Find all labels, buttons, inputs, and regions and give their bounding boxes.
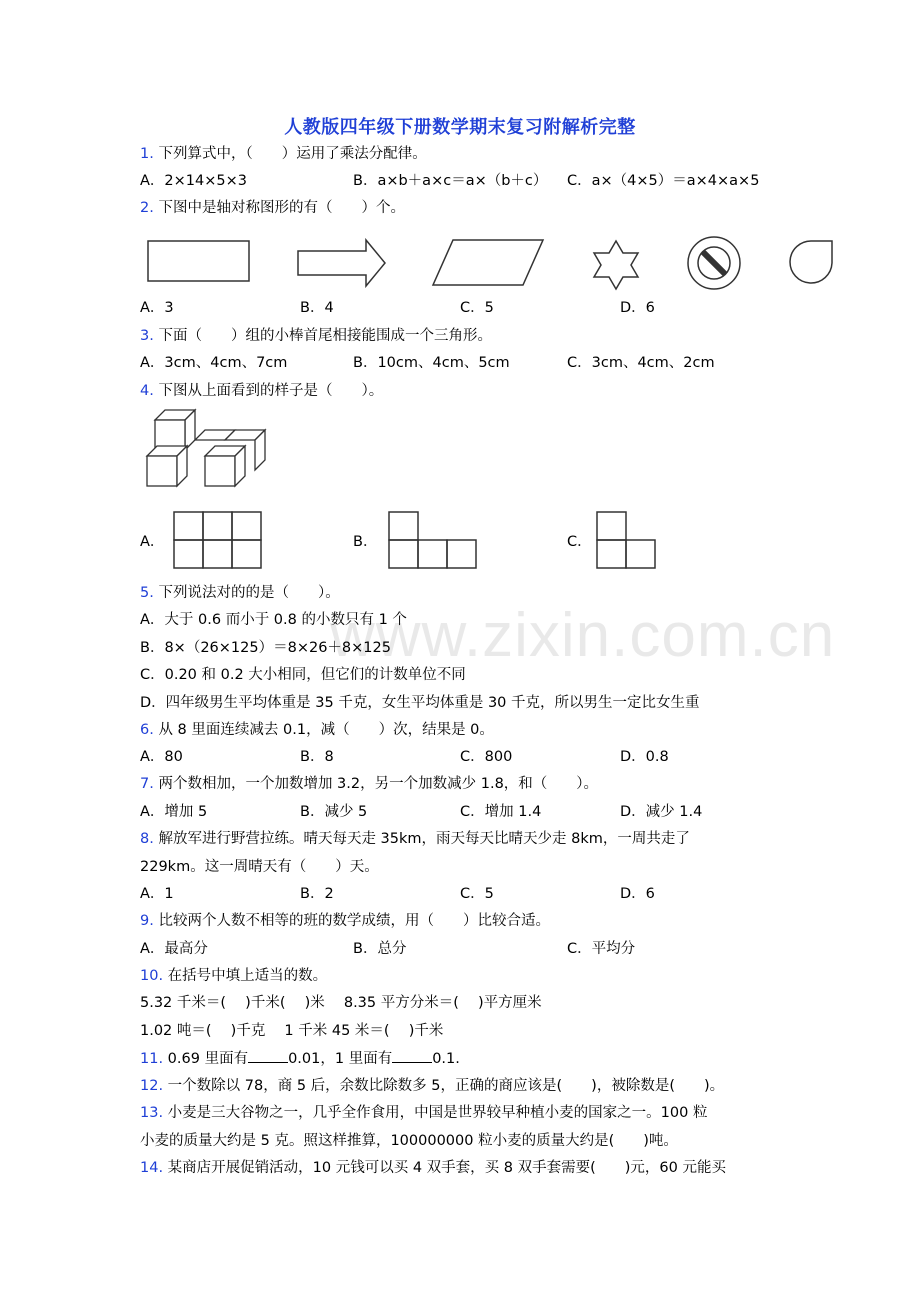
question-5 [140, 583, 340, 603]
question-text: 0.1. [432, 1051, 460, 1067]
question-number: 10. [140, 968, 164, 984]
question-text: 比较两个人数不相等的班的数学成绩，用（ ）比较合适。 [158, 913, 550, 929]
option-c-grid [595, 510, 659, 570]
question-number: 13. [140, 1105, 164, 1121]
option: A．2×14×5×3 [140, 173, 247, 189]
question-text: 小麦是三大谷物之一，几乎全作食用，中国是世界较早种植小麦的国家之一。100 粒 [167, 1105, 708, 1121]
question-number: 14. [140, 1160, 164, 1176]
question-text-continued: 229km。这一周晴天有（ ）天。 [140, 859, 379, 875]
option: C．平均分 [567, 941, 636, 957]
question-text: 0.69 里面有 [167, 1051, 249, 1067]
arrow-icon [298, 240, 385, 286]
question-number: 6. [140, 722, 154, 738]
shapes-figure [140, 235, 840, 295]
question-10 [140, 966, 327, 986]
question-text: 下图中是轴对称图形的有（ ）个。 [158, 200, 405, 216]
option: D．6 [620, 300, 655, 316]
question-text: 解放军进行野营拉练。晴天每天走 35km，雨天每天比晴天少走 8km，一周共走了 [158, 831, 690, 847]
question-text: 从 8 里面连续减去 0.1，减（ ）次，结果是 0。 [158, 722, 494, 738]
answer-blank[interactable] [248, 1048, 288, 1063]
question-8 [140, 829, 690, 849]
question-text: 下列算式中，（ ）运用了乘法分配律。 [158, 146, 427, 162]
question-number: 4. [140, 383, 154, 399]
option: A．1 [140, 886, 174, 902]
option: A． [140, 534, 165, 550]
answer-blank[interactable] [392, 1048, 432, 1063]
question-text: 下列说法对的的是（ ）。 [158, 585, 340, 601]
question-number: 9. [140, 913, 154, 929]
fill-in-line: 1.02 吨＝( )千克 1 千米 45 米＝( )千米 [140, 1023, 444, 1039]
option: A．3 [140, 300, 174, 316]
question-text: 下图从上面看到的样子是（ ）。 [158, 383, 384, 399]
drop-icon [790, 241, 832, 283]
option: A．大于 0.6 而小于 0.8 的小数只有 1 个 [140, 612, 407, 628]
question-number: 1. [140, 146, 154, 162]
option: D．0.8 [620, 749, 669, 765]
option: D．6 [620, 886, 655, 902]
option: D．减少 1.4 [620, 804, 703, 820]
question-text: 0.01，1 里面有 [288, 1051, 393, 1067]
question-number: 11. [140, 1051, 164, 1067]
question-13 [140, 1103, 707, 1123]
page-title: 人教版四年级下册数学期末复习附解析完整 [284, 117, 636, 138]
rectangle-icon [148, 241, 249, 281]
option: A．3cm、4cm、7cm [140, 355, 288, 371]
no-sign-icon [688, 237, 740, 289]
option: B．总分 [353, 941, 407, 957]
question-text-continued: 小麦的质量大约是 5 克。照这样推算，100000000 粒小麦的质量大约是( )吨。 [140, 1133, 678, 1149]
option: C． [567, 534, 592, 550]
question-3 [140, 326, 492, 346]
option: C．3cm、4cm、2cm [567, 355, 715, 371]
option: B．2 [300, 886, 334, 902]
option: A．最高分 [140, 941, 208, 957]
watermark: www.zixin.com.cn [330, 601, 836, 670]
option: B．8×（26×125）＝8×26＋8×125 [140, 640, 391, 656]
question-9 [140, 911, 550, 931]
question-2 [140, 198, 405, 218]
option: D．四年级男生平均体重是 35 千克，女生平均体重是 30 千克，所以男生一定比女生重 [140, 695, 700, 711]
question-text: 一个数除以 78，商 5 后，余数比除数多 5，正确的商应该是( )，被除数是( )。 [167, 1078, 725, 1094]
option: C．增加 1.4 [460, 804, 542, 820]
question-14 [140, 1158, 726, 1178]
question-number: 12. [140, 1078, 164, 1094]
option: C．800 [460, 749, 513, 765]
option: C．5 [460, 300, 494, 316]
question-text: 某商店开展促销活动，10 元钱可以买 4 双手套，买 8 双手套需要( )元，60 元能买 [167, 1160, 726, 1176]
question-text: 下面（ ）组的小棒首尾相接能围成一个三角形。 [158, 328, 492, 344]
option: C．a×（4×5）＝a×4×a×5 [567, 173, 760, 189]
question-11 [140, 1048, 460, 1069]
star-icon [594, 241, 638, 289]
fill-in-line: 5.32 千米＝( )千米( )米 8.35 平方分米＝( )平方厘米 [140, 995, 542, 1011]
question-12 [140, 1076, 724, 1096]
question-text: 两个数相加，一个加数增加 3.2，另一个加数减少 1.8，和（ ）。 [158, 776, 599, 792]
question-number: 7. [140, 776, 154, 792]
question-4 [140, 381, 383, 401]
option: A．80 [140, 749, 183, 765]
question-number: 8. [140, 831, 154, 847]
option: B．10cm、4cm、5cm [353, 355, 510, 371]
parallelogram-icon [433, 240, 543, 285]
option: B．减少 5 [300, 804, 368, 820]
option: A．增加 5 [140, 804, 208, 820]
question-number: 2. [140, 200, 154, 216]
option: C．0.20 和 0.2 大小相同，但它们的计数单位不同 [140, 667, 466, 683]
option: B． [353, 534, 378, 550]
question-text: 在括号中填上适当的数。 [167, 968, 328, 984]
option-b-grid [387, 510, 479, 570]
option: C．5 [460, 886, 494, 902]
question-number: 5. [140, 585, 154, 601]
cube-stack-figure [145, 408, 265, 490]
option: B．4 [300, 300, 334, 316]
question-6 [140, 720, 494, 740]
question-1 [140, 144, 427, 164]
option-a-grid [172, 510, 264, 570]
question-number: 3. [140, 328, 154, 344]
option: B．a×b＋a×c＝a×（b＋c） [353, 173, 548, 189]
option: B．8 [300, 749, 334, 765]
question-7 [140, 774, 598, 794]
